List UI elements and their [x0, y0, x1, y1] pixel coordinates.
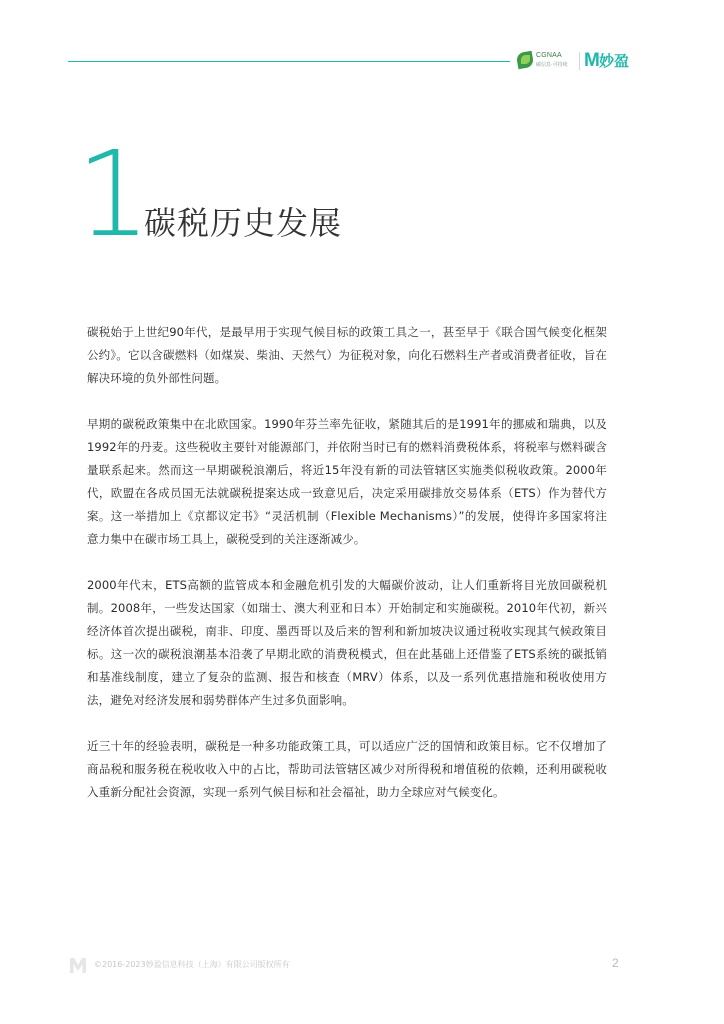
miotech-logo [584, 50, 628, 72]
footer-copyright: ©2016-2023妙盈信息科技（上海）有限公司版权所有 [94, 960, 290, 969]
cgnaa-logo [517, 49, 577, 73]
chapter-number: 1 [76, 125, 152, 263]
cgnaa-logo-subtext: 碳信息·可持续 [536, 62, 568, 68]
paragraph-4: 近三十年的经验表明，碳税是一种多功能政策工具，可以适应广泛的国情和政策目标。它不仅增加了商品税和服务税在税收收入中的占比，帮助司法管辖区减少对所得税和增值税的依赖，还利用碳税收入重新分配社会资源，实现一系列气候目标和社会福祉，助力全球应对气候变化。 [87, 739, 607, 799]
logo-divider [579, 52, 580, 70]
body-text [87, 321, 607, 827]
leaf-inner-icon [521, 55, 530, 64]
chapter-title: 碳税历史发展 [144, 204, 343, 242]
footer-logo-icon [68, 955, 88, 975]
paragraph-3: 2000年代末，ETS高额的监管成本和金融危机引发的大幅碳价波动，让人们重新将目光放回碳税机制。2008年，一些发达国家（如瑞士、澳大利亚和日本）开始制定和实施碳税。2010年代初，新兴经济体首次提出碳税，南非、印度、墨西哥以及后来的智利和新加坡决议通过税收实现其气候政策目标。这一次的碳税浪潮基本沿袭了早期北欧的消费税模式，但在此基础上还借鉴了ETS系统的碳抵销和基准线制度，建立了复杂的监测、报告和核查（MRV）体系，以及一系列优惠措施和税收使用方法，避免对经济发展和弱势群体产生过多负面影响。 [87, 578, 607, 707]
page-number: 2 [612, 956, 619, 970]
paragraph-2: 早期的碳税政策集中在北欧国家。1990年芬兰率先征收，紧随其后的是1991年的挪威和瑞典，以及1992年的丹麦。这些税收主要针对能源部门，并依附当时已有的燃料消费税体系，将税率与燃料碳含量联系起来。然而这一早期碳税浪潮后，将近15年没有新的司法管辖区实施类似税收政策。2000年代，欧盟在各成员国无法就碳税提案达成一致意见后，决定采用碳排放交易体系（ETS）作为替代方案。这一举措加上《京都议定书》“灵活机制（Flexible Mechanisms）”的发展，使得许多国家将注意力集中在碳市场工具上，碳税受到的关注逐渐减少。 [87, 417, 607, 546]
header-logos [517, 49, 630, 73]
miotech-logo-text: 妙盈 [599, 52, 630, 70]
paragraph-1: 碳税始于上世纪90年代，是最早用于实现气候目标的政策工具之一，甚至早于《联合国气候变化框架公约》。它以含碳燃料（如煤炭、柴油、天然气）为征税对象，向化石燃料生产者或消费者征收，旨在解决环境的负外部性问题。 [87, 325, 607, 385]
miotech-logo-mark: M [584, 50, 600, 71]
cgnaa-logo-text: CGNAA [536, 52, 562, 59]
header-divider-line [68, 61, 510, 62]
